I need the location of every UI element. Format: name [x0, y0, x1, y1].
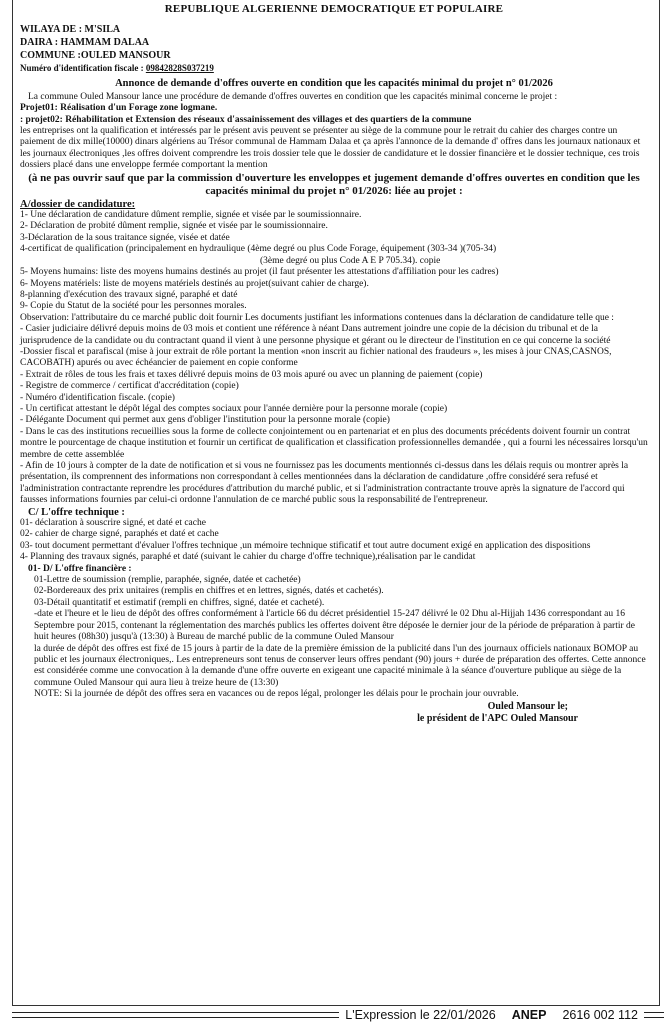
dossier-item: 5- Moyens humains: liste des moyens humains destinés au projet (il faut présenter les attestations d'affiliation pour les cadres) — [20, 267, 499, 278]
announcement-content — [20, 4, 648, 725]
nif-value: 09842828S037219 — [145, 63, 214, 74]
dossier-title: A/dossier de candidature: — [20, 198, 136, 210]
fin-item: 02-Bordereaux des prix unitaires (remplis en chiffres et en lettres, signés, datés et cachetés). — [34, 586, 384, 597]
journal-date: L'Expression le 22/01/2026 — [345, 1008, 496, 1022]
admin-header — [20, 23, 648, 75]
daira-line: DAIRA : HAMMAM DALAA — [20, 37, 150, 49]
dossier-item: 1- Une déclaration de candidature dûment remplie, signée et visée par le soumissionnaire. — [20, 210, 362, 221]
announcement-title: Annonce de demande d'offres ouverte en condition que les capacités minimal du projet n° 01/2026 — [115, 78, 553, 90]
observation-item: - Registre de commerce / certificat d'accréditation (copie) — [20, 381, 239, 392]
republic-heading: REPUBLIQUE ALGERIENNE DEMOCRATIQUE ET POPULAIRE — [164, 3, 504, 15]
wilaya-line: WILAYA DE : M'SILA — [20, 24, 121, 36]
closing-text: -date et l'heure et le lieu de dépôt des offres conformément à l'article 66 du décret présidentiel 15-247 délivré le 02 Dhu al-Hijjah 1436 correspondant au 16 Septembre pour 2015, contenant la réglementation des marchés publics les offertes doivent être déposée le dernier jour de la période de préparation à partir de huit heures (08h30) jusqu'à (13:30) à Bureau de marché public de la commune Ouled Mansour — [34, 609, 635, 643]
tech-item: 02- cahier de charge signé, paraphés et daté et cache — [20, 529, 219, 540]
intro-body: les entreprises ont la qualification et intéressés par le présent avis peuvent se présenter au siège de la commune pour le retrait du cahier des charges contre un paiement de dix mille(10000) dinars algériens au Trésor communal de Hammam Dalaa et ça après l'annonce de la demande d' offres dans les journaux nationaux et les journaux électroniques ,les offres doivent comprendre les trois dossier tele que le dossier de candidature et le dossier financière et le dossier technique, ces trois dossiers placé dans une enveloppe fermée comportant la mention — [20, 126, 641, 171]
footer-rule-left — [12, 1012, 339, 1018]
dossier-item: (3ème degré ou plus Code A E P 705.34). copie — [260, 255, 441, 266]
signature-title: le président de l'APC Ouled Mansour — [417, 712, 578, 724]
intro-text: La commune Ouled Mansour lance une procédure de demande d'offres ouvertes en condition que les capacités minimal concerne le projet : — [28, 91, 558, 102]
anep-label: ANEP — [511, 1008, 547, 1022]
observation-item: - Délégante Document qui permet aux gens d'obliger l'institution pour la personne morale (copie) — [20, 415, 390, 426]
tech-item: 4- Planning des travaux signés, paraphé et daté (suivant le cahier du charge d'offre technique),réalisation par le candidat — [20, 552, 476, 563]
note-text: NOTE: Si la journée de dépôt des offres sera en vacances ou de repos légal, prolonger les délais pour le prochain jour ouvrable. — [34, 689, 519, 700]
anep-reference: 2616 002 112 — [562, 1008, 638, 1022]
nif-line — [20, 62, 648, 75]
dossier-item: 9- Copie du Statut de la société pour les personnes morales. — [20, 301, 247, 312]
observation-text: Observation: l'attributaire du ce marché public doit fournir Les documents justifiant les informations contenues dans la déclaration de candidature telle que : — [20, 312, 614, 323]
dossier-item: 2- Déclaration de probité dûment remplie, signée et visée par le soumissionnaire. — [20, 221, 328, 232]
dossier-item: 3-Déclaration de la sous traitance signée, visée et datée — [20, 232, 230, 243]
observation-item: - Casier judiciaire délivré depuis moins de 03 mois et contient une référence à néant Dans autrement joindre une copie de la décision du tribunal et de la jurisprudence de la candidate ou du contractant quand il vient à une personne physique et gérant ou le directeur de l'institution en ce qui concerne la société — [20, 324, 611, 346]
closing-text: la durée de dépôt des offres est fixé de 15 jours à partir de la date de la première émission de la publicité dans l'un des journaux officiels nationaux BOMOP au public et les journaux électroniques,. Les entrepreneurs sont tenus de conserver leurs offres pendant (90) jours + durée de préparation des offertes. Cette annonce est considérée comme une convocation à la demande d'une offre ouverte en exigeant une capacité minimale à la séance d'ouverture publique au siège de la commune Ouled Mansour qui aura lieu à treize heure de (13:30) — [34, 643, 646, 688]
nif-label: Numéro d'identification fiscale : — [20, 63, 146, 74]
projet1-line: Projet01: Réalisation d'un Forage zone logmane. — [20, 103, 218, 114]
observation-item: - Afin de 10 jours à compter de la date de notification et si vous ne fournissez pas les documents mentionnés ci-dessus dans les délais requis ou montrer après la présentation, ils comprennent des informations non correspondant à celles mentionnées dans la déclaration de candidature ,offre considéré sera refusé et l'administration contractante reprendre les procédures d'attribution du marché public, et si l'administration contractante trouve après la signature de l'accord qui fausses informations fournies par celui-ci ordonne l'annulation de ce marché public sous la responsabilité de l'entrepreneur. — [20, 461, 629, 506]
projet2-line: : projet02: Réhabilitation et Extension des réseaux d'assainissement des villages et des quartiers de la commune — [20, 114, 472, 125]
fin-title: 01- D/ L'offre financière : — [28, 563, 132, 574]
tech-item: 03- tout document permettant d'évaluer l'offres technique ,un mémoire technique stificatif et tout autre document exigé en application des dispositions — [20, 540, 591, 551]
mention-text: (à ne pas ouvrir sauf que par la commission d'ouverture les enveloppes et jugement demande d'offres ouvertes en condition que les capacités minimal du projet n° 01/2026: liée au projet : — [28, 171, 640, 197]
observation-item: -Dossier fiscal et parafiscal (mise à jour extrait de rôle portant la mention «non inscrit au fichier national des fraudeurs », les mises à jour CNAS,CASNOS, CACOBATH) apurés ou avec échéancier de paiement en copie conforme — [20, 346, 612, 369]
tech-item: 01- déclaration à souscrire signé, et daté et cache — [20, 518, 206, 529]
fin-item: 01-Lettre de soumission (remplie, paraphée, signée, datée et cachetée) — [34, 575, 301, 586]
dossier-item: 6- Moyens matériels: liste de moyens matériels destinés au projet(suivant cahier de charge). — [20, 278, 369, 289]
dossier-item: 8-planning d'exécution des travaux signé, paraphé et daté — [20, 289, 238, 300]
footer-rule-right — [644, 1012, 664, 1018]
observation-item: - Numéro d'identification fiscale. (copie) — [20, 392, 175, 403]
commune-line: COMMUNE :OULED MANSOUR — [20, 50, 171, 62]
publication-footer — [0, 1006, 670, 1024]
observation-item: - Extrait de rôles de tous les frais et taxes délivré depuis moins de 03 mois apuré ou avec un planning de paiement (copie) — [20, 369, 483, 380]
signature-place: Ouled Mansour le; — [487, 700, 568, 712]
observation-item: - Un certificat attestant le dépôt légal des comptes sociaux pour l'année dernière pour la personne morale (copie) — [20, 403, 448, 414]
observation-item: - Dans le cas des institutions recueillies sous la forme de collecte conjointement ou en partenariat et en plus des documents précédents doivent fournir un contrat montre le pourcentage de chaque institution et fournir un certificat de qualification et classification professionnelles demandée , qui a fourni les nécessaires lorsqu'un membre de cette assemblée — [20, 426, 648, 460]
dossier-item: 4-certificat de qualification (principalement en hydraulique (4ème degré ou plus Code Forage, équipement (303-34 )(705-34) — [20, 244, 497, 255]
tech-title: C/ L'offre technique : — [28, 506, 125, 518]
fin-item: 03-Détail quantitatif et estimatif (rempli en chiffres, signé, datée et cacheté). — [34, 597, 325, 608]
